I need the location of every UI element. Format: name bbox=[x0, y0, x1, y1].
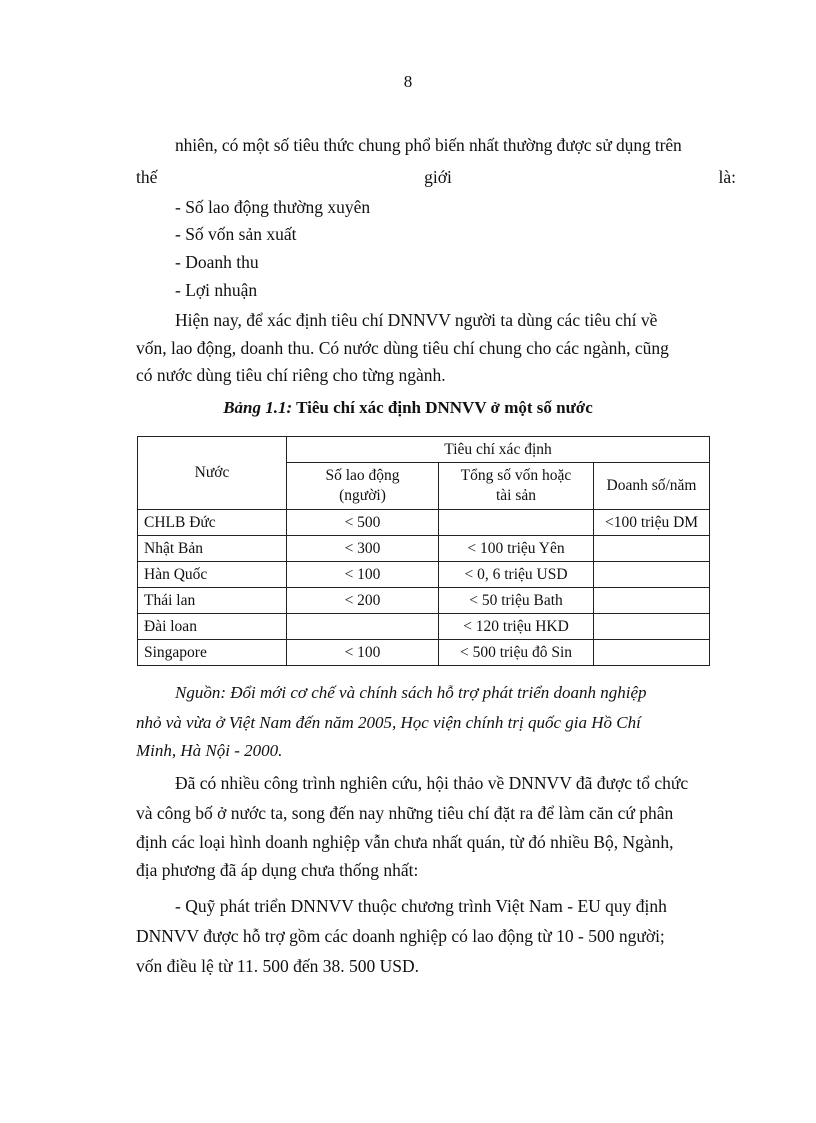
page-number: 8 bbox=[403, 72, 413, 91]
paragraph-line: có nước dùng tiêu chí riêng cho từng ngành. bbox=[136, 365, 446, 385]
table-row bbox=[138, 614, 710, 640]
table-row bbox=[138, 536, 710, 562]
cell-country: Thái lan bbox=[138, 588, 287, 614]
header-labor-line1: Số lao động bbox=[325, 467, 400, 484]
paragraph-line-justified bbox=[136, 167, 736, 191]
paragraph-line: địa phương đã áp dụng chưa thống nhất: bbox=[136, 860, 419, 880]
list-item: - Số lao động thường xuyên bbox=[175, 197, 371, 217]
cell-revenue bbox=[594, 614, 710, 640]
paragraph-line: Đã có nhiều công trình nghiên cứu, hội thảo về DNNVV đã được tổ chức bbox=[175, 773, 689, 793]
cell-revenue: <100 triệu DM bbox=[594, 510, 710, 536]
paragraph-line: vốn, lao động, doanh thu. Có nước dùng tiêu chí chung cho các ngành, cũng bbox=[136, 338, 669, 358]
cell-capital: < 50 triệu Bath bbox=[439, 588, 594, 614]
table-row bbox=[138, 562, 710, 588]
header-country: Nước bbox=[138, 437, 287, 510]
paragraph-line: định các loại hình doanh nghiệp vẫn chưa nhất quán, từ đó nhiều Bộ, Ngành, bbox=[136, 832, 674, 852]
header-labor bbox=[287, 463, 439, 510]
list-item: - Lợi nhuận bbox=[175, 280, 258, 300]
cell-labor: < 500 bbox=[287, 510, 439, 536]
header-capital bbox=[439, 463, 594, 510]
word: thế bbox=[136, 167, 158, 187]
source-citation-line: Minh, Hà Nội - 2000. bbox=[136, 741, 283, 760]
cell-capital: < 500 triệu đô Sin bbox=[439, 640, 594, 666]
cell-labor: < 200 bbox=[287, 588, 439, 614]
cell-country: CHLB Đức bbox=[138, 510, 287, 536]
cell-revenue bbox=[594, 536, 710, 562]
table-caption bbox=[0, 398, 816, 418]
paragraph-line: vốn điều lệ từ 11. 500 đến 38. 500 USD. bbox=[136, 956, 419, 976]
table-caption-label: Bảng 1.1: bbox=[223, 398, 293, 417]
word: là: bbox=[718, 167, 736, 187]
table-row bbox=[138, 510, 710, 536]
cell-capital: < 120 triệu HKD bbox=[439, 614, 594, 640]
table-row bbox=[138, 640, 710, 666]
paragraph-line: - Quỹ phát triển DNNVV thuộc chương trình Việt Nam - EU quy định bbox=[175, 896, 667, 916]
word: giới bbox=[424, 167, 452, 187]
paragraph-line: DNNVV được hỗ trợ gồm các doanh nghiệp có lao động từ 10 - 500 người; bbox=[136, 926, 665, 946]
paragraph-line: nhiên, có một số tiêu thức chung phổ biến nhất thường được sử dụng trên bbox=[175, 135, 682, 155]
header-capital-line1: Tổng số vốn hoặc bbox=[460, 467, 572, 484]
cell-country: Đài loan bbox=[138, 614, 287, 640]
cell-country: Singapore bbox=[138, 640, 287, 666]
cell-labor: < 300 bbox=[287, 536, 439, 562]
list-item: - Doanh thu bbox=[175, 252, 259, 272]
cell-labor bbox=[287, 614, 439, 640]
header-capital-line2: tài sản bbox=[495, 487, 537, 504]
cell-capital: < 0, 6 triệu USD bbox=[439, 562, 594, 588]
list-item: - Số vốn sản xuất bbox=[175, 224, 297, 244]
cell-capital: < 100 triệu Yên bbox=[439, 536, 594, 562]
cell-country: Nhật Bản bbox=[138, 536, 287, 562]
table-row bbox=[138, 588, 710, 614]
header-labor-line2: (người) bbox=[339, 487, 386, 504]
header-group: Tiêu chí xác định bbox=[287, 437, 710, 463]
cell-capital bbox=[439, 510, 594, 536]
source-citation-line: Nguồn: Đổi mới cơ chế và chính sách hỗ trợ phát triển doanh nghiệp bbox=[175, 683, 647, 702]
paragraph-line: Hiện nay, để xác định tiêu chí DNNVV người ta dùng các tiêu chí về bbox=[175, 310, 658, 330]
cell-labor: < 100 bbox=[287, 562, 439, 588]
table-caption-text: Tiêu chí xác định DNNVV ở một số nước bbox=[292, 398, 593, 417]
cell-revenue bbox=[594, 562, 710, 588]
cell-revenue bbox=[594, 640, 710, 666]
criteria-table bbox=[137, 436, 710, 666]
source-citation-line: nhỏ và vừa ở Việt Nam đến năm 2005, Học viện chính trị quốc gia Hồ Chí bbox=[136, 713, 641, 732]
header-revenue: Doanh số/năm bbox=[594, 463, 710, 510]
cell-labor: < 100 bbox=[287, 640, 439, 666]
cell-country: Hàn Quốc bbox=[138, 562, 287, 588]
paragraph-line: và công bố ở nước ta, song đến nay những tiêu chí đặt ra để làm căn cứ phân bbox=[136, 803, 674, 823]
cell-revenue bbox=[594, 588, 710, 614]
